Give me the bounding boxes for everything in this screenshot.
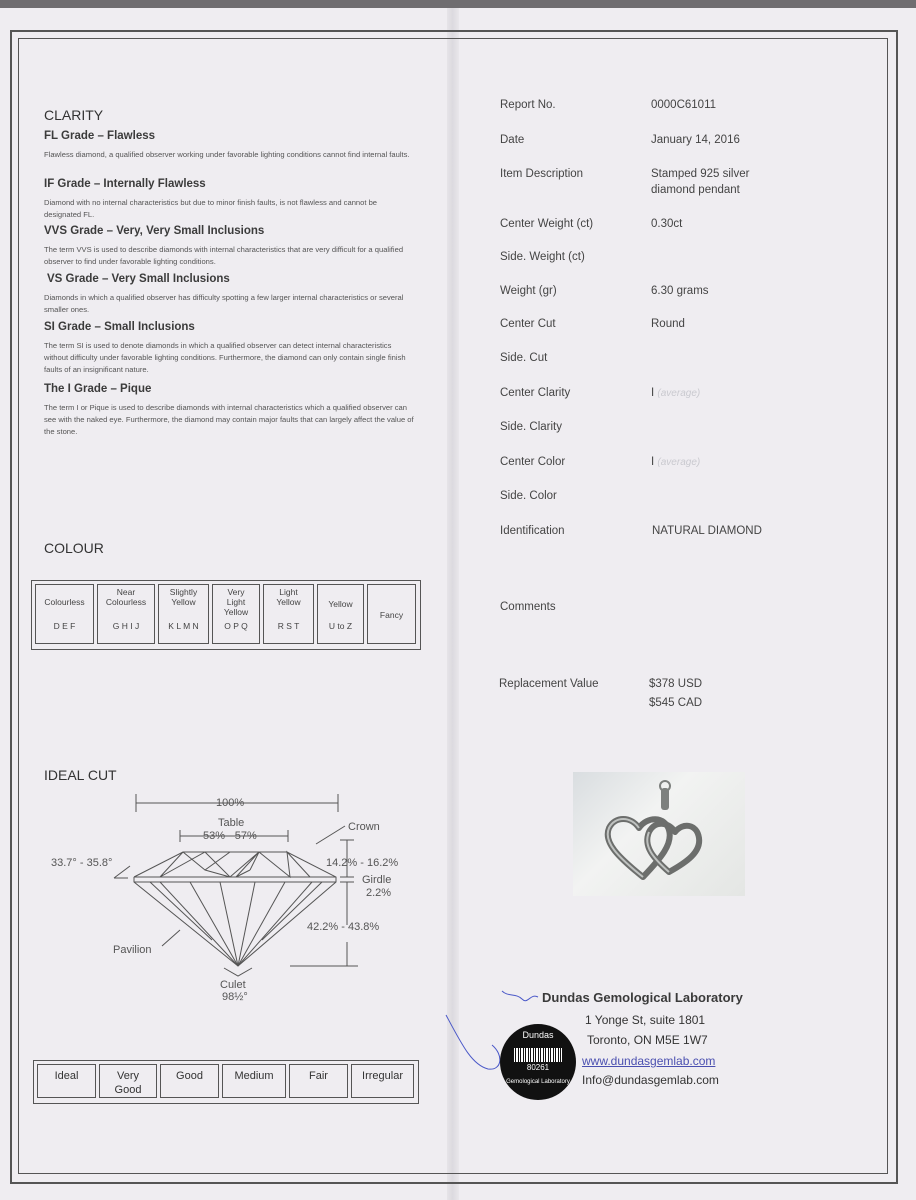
- report-value: January 14, 2016: [651, 134, 740, 146]
- colour-cell-name: Slightly Yellow: [169, 587, 198, 607]
- colour-cell-name: Very Light Yellow: [223, 587, 249, 617]
- clarity-grade-title: The I Grade – Pique: [44, 383, 152, 395]
- colour-cell-name: Colourless: [44, 597, 85, 607]
- colour-cell-name: Yellow: [328, 599, 353, 609]
- clarity-grade-title: VVS Grade – Very, Very Small Inclusions: [44, 225, 265, 237]
- report-value: Stamped 925 silver diamond pendant: [651, 168, 750, 196]
- report-value: [651, 454, 700, 471]
- report-label: Center Clarity: [500, 387, 571, 399]
- diagram-pavilion-label: Pavilion: [113, 944, 152, 956]
- cut-grade-cell: Good: [160, 1064, 219, 1098]
- pendant-heart-icon: [573, 772, 745, 896]
- report-value-note: (average): [657, 388, 701, 399]
- report-label: Side. Cut: [500, 352, 548, 364]
- report-label: Comments: [500, 601, 556, 613]
- colour-cell: [35, 584, 94, 644]
- seal-barcode: [514, 1048, 562, 1062]
- report-label: Side. Weight (ct): [500, 251, 585, 263]
- colour-cell: [158, 584, 209, 644]
- report-label: Item Description: [500, 168, 584, 180]
- seal-top-text: Dundas: [522, 1030, 554, 1040]
- colour-cell: [263, 584, 314, 644]
- cut-grade-cell: Fair: [289, 1064, 348, 1098]
- seal-bottom-text: Gemological Laboratory: [506, 1079, 570, 1085]
- clarity-grade-text: Flawless diamond, a qualified observer working under favorable lighting conditions cannot find internal faults.: [44, 150, 410, 159]
- cut-grade-label: Very Good: [114, 1070, 142, 1096]
- report-label: Center Color: [500, 456, 566, 468]
- ideal-cut-heading: IDEAL CUT: [44, 767, 117, 783]
- pendant-photo: [573, 772, 745, 896]
- lab-email[interactable]: Info@dundasgemlab.com: [582, 1073, 719, 1087]
- report-label: Center Weight (ct): [500, 218, 594, 230]
- diagram-table-label: Table: [218, 817, 245, 829]
- clarity-grade-text: The term SI is used to denote diamonds in which a qualified observer can detect internal characteristics without difficulty under favorable lighting conditions. Furthermore, the diamond can only contain single finish faults of an insignificant nature.: [44, 341, 406, 374]
- clarity-grade-text: Diamond with no internal characteristics but due to minor finish faults, is not flawless and cannot be designated FL.: [44, 198, 378, 219]
- colour-cell-name: Light Yellow: [276, 587, 301, 607]
- colour-cell-letters: D E F: [53, 621, 76, 631]
- report-value-note: (average): [657, 457, 701, 468]
- report-value: 6.30 grams: [651, 285, 709, 297]
- clarity-grade-text: The term I or Pique is used to describe diamonds with internal characteristics which a qualified observer can see with the naked eye. Furthermore, the diamond may contain major faults that can largely affect the value of the stone.: [44, 403, 414, 436]
- colour-cell-letters: R S T: [277, 621, 300, 631]
- report-value-text: I: [651, 456, 655, 468]
- seal-number: 80261: [526, 1063, 550, 1072]
- report-label: Side. Color: [500, 490, 557, 502]
- report-value: NATURAL DIAMOND: [652, 525, 762, 537]
- diagram-culet-value: 98½°: [222, 991, 248, 1003]
- clarity-grade-title: SI Grade – Small Inclusions: [44, 321, 195, 333]
- diagram-girdle-label: Girdle: [362, 874, 392, 886]
- diagram-crown-height: 14.2% - 16.2%: [326, 857, 399, 869]
- diagram-girdle-value: 2.2%: [366, 887, 392, 899]
- colour-cell-letters: O P Q: [224, 621, 248, 631]
- cut-grade-cell: Irregular: [351, 1064, 414, 1098]
- lab-address-line2: Toronto, ON M5E 1W7: [587, 1033, 708, 1047]
- colour-heading: COLOUR: [44, 540, 104, 556]
- report-value-text: I: [651, 387, 655, 399]
- report-label: Identification: [500, 525, 565, 537]
- diagram-total-label: 100%: [216, 797, 245, 809]
- report-label: Side. Clarity: [500, 421, 562, 433]
- colour-cell: [367, 584, 416, 644]
- report-value: 0000C61011: [651, 99, 717, 111]
- report-value: Round: [651, 318, 685, 330]
- clarity-grade-text: The term VVS is used to describe diamonds with internal characteristics that are very difficult for a qualified observer to find under favorable lighting conditions.: [44, 245, 404, 266]
- report-label: Weight (gr): [500, 285, 557, 297]
- colour-cell-name: Near Colourless: [105, 587, 147, 607]
- cut-grade-cell: Ideal: [37, 1064, 96, 1098]
- cut-grade-cell: [99, 1064, 157, 1098]
- report-value: [651, 385, 700, 402]
- report-value: 0.30ct: [651, 218, 683, 230]
- colour-cell: [317, 584, 364, 644]
- diagram-crown-angle: 33.7° - 35.8°: [51, 857, 113, 869]
- lab-name: Dundas Gemological Laboratory: [542, 990, 743, 1005]
- diagram-crown-label: Crown: [348, 821, 380, 833]
- report-value: $378 USD: [649, 678, 703, 690]
- diagram-culet-label: Culet: [220, 979, 246, 991]
- clarity-grade-title: FL Grade – Flawless: [44, 130, 156, 142]
- top-shadow: [0, 0, 916, 8]
- lab-address-line1: 1 Yonge St, suite 1801: [585, 1013, 706, 1027]
- diagram-table-range: 53% - 57%: [203, 830, 257, 842]
- colour-cell-letters: U to Z: [328, 621, 353, 631]
- clarity-grade-title: IF Grade – Internally Flawless: [44, 178, 206, 190]
- colour-cell: [212, 584, 260, 644]
- colour-cell-name: Fancy: [379, 610, 404, 620]
- cut-grade-cell: Medium: [222, 1064, 286, 1098]
- colour-cell: [97, 584, 155, 644]
- colour-cell-letters: K L M N: [168, 621, 199, 631]
- report-label: Date: [500, 134, 525, 146]
- clarity-heading: CLARITY: [44, 107, 104, 123]
- colour-cell-letters: G H I J: [112, 621, 140, 631]
- report-label: Report No.: [500, 99, 556, 111]
- clarity-grade-title: VS Grade – Very Small Inclusions: [47, 273, 230, 285]
- clarity-grade-text: Diamonds in which a qualified observer has difficulty spotting a few larger internal characteristics or several smaller ones.: [44, 293, 404, 314]
- lab-seal: [500, 1024, 576, 1100]
- report-label: Replacement Value: [499, 678, 599, 690]
- lab-website-link[interactable]: www.dundasgemlab.com: [582, 1054, 716, 1068]
- report-value-secondary: $545 CAD: [649, 697, 703, 709]
- diagram-pavilion-depth: 42.2% - 43.8%: [307, 921, 380, 933]
- report-label: Center Cut: [500, 318, 556, 330]
